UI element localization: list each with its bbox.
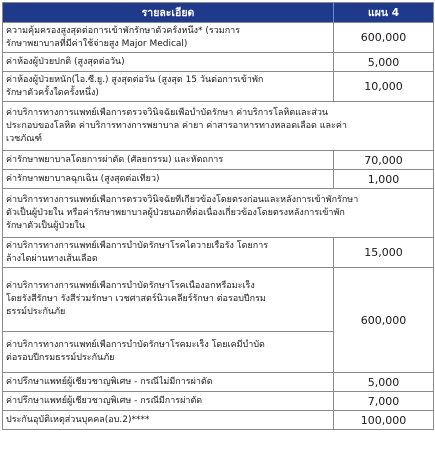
row-value: 70,000: [334, 151, 434, 170]
row-value: 7,000: [334, 392, 434, 411]
coverage-table-container: [2, 2, 433, 430]
table-row: [3, 238, 434, 268]
table-row: [3, 392, 434, 411]
row-value: 600,000: [334, 23, 434, 53]
row-value: 600,000: [334, 268, 434, 373]
table-row: [3, 151, 434, 170]
coverage-table: [2, 2, 434, 430]
table-row: [3, 23, 434, 53]
table-row: [3, 170, 434, 189]
row-label: ค่าปรึกษาแพทย์ผู้เชี่ยวชาญพิเศษ - กรณีไม่มีการผ่าตัด: [3, 373, 334, 392]
row-value: 5,000: [334, 373, 434, 392]
row-label: ความคุ้มครองสูงสุดต่อการเข้าพักรักษาตัวครั้งหนึ่ง* (รวมการ รักษาพยาบาลที่มีค่าใช้จ่ายสูง Major Medical): [3, 23, 334, 53]
row-label: ค่าบริการทางการแพทย์เพื่อการบำบัดรักษาโรคมะเร็ง โดยเคมีบำบัด ต่อรอบปีกรมธรรม์ประกันภัย: [3, 332, 334, 373]
row-value: 10,000: [334, 72, 434, 102]
table-row: [3, 102, 434, 151]
row-value: 5,000: [334, 53, 434, 72]
table-row: [3, 189, 434, 238]
table-row: [3, 72, 434, 102]
row-label: ประกันอุบัติเหตุส่วนบุคคล(อบ.2)****: [3, 411, 334, 430]
row-label: ค่าห้องผู้ป่วยหนัก(ไอ.ซี.ยู.) สูงสุดต่อวัน (สูงสุด 15 วันต่อการเข้าพัก รักษาตัวครั้งใดครั้งหนึ่ง): [3, 72, 334, 102]
row-value: 1,000: [334, 170, 434, 189]
row-label: ค่ารักษาพยาบาลโดยการผ่าตัด (ศัลยกรรม) และหัตถการ: [3, 151, 334, 170]
row-label: ค่าบริการทางการแพทย์เพื่อการตรวจวินิจฉัยเพื่อบำบัดรักษา ค่าบริการโลหิตและส่วน ประกอบของโลหิต ค่าบริการทางการพยาบาล ค่ายา ค่าสารอาหารทางหลอดเลือด และค่า เวชภัณฑ์: [3, 102, 434, 151]
header-plan: แผน 4: [334, 3, 434, 23]
row-label: ค่าบริการทางการแพทย์เพื่อการตรวจวินิจฉัยที่เกี่ยวข้องโดยตรงก่อนและหลังการเข้าพักรักษา ตัวเป็นผู้ป่วยใน หรือค่ารักษาพยาบาลผู้ป่วยนอกที่ต่อเนื่องเกี่ยวข้องโดยตรงหลังการเข้าพัก รักษาตัวเป็นผู้ป่วยใน: [3, 189, 434, 238]
row-value: 100,000: [334, 411, 434, 430]
row-label: ค่ารักษาพยาบาลฉุกเฉิน (สูงสุดต่อเที่ยว): [3, 170, 334, 189]
row-label: ค่าบริการทางการแพทย์เพื่อการบำบัดรักษาโรคเนื้องอกหรือมะเร็ง โดยรังสีรักษา รังสีร่วมรักษา เวชศาสตร์นิวเคลียร์รักษา ต่อรอบปีกรม ธรรม์ประกันภัย: [3, 268, 334, 332]
table-row: [3, 268, 434, 332]
table-row: [3, 53, 434, 72]
row-label: ค่าปรึกษาแพทย์ผู้เชี่ยวชาญพิเศษ - กรณีมีการผ่าตัด: [3, 392, 334, 411]
table-row: [3, 373, 434, 392]
row-label: ค่าบริการทางการแพทย์เพื่อการบำบัดรักษาโรคไตวายเรื้อรัง โดยการ ล้างไตผ่านทางเส้นเลือด: [3, 238, 334, 268]
row-label: ค่าห้องผู้ป่วยปกติ (สูงสุดต่อวัน): [3, 53, 334, 72]
row-value: 15,000: [334, 238, 434, 268]
header-detail: รายละเอียด: [3, 3, 334, 23]
table-header-row: [3, 3, 434, 23]
table-row: [3, 411, 434, 430]
